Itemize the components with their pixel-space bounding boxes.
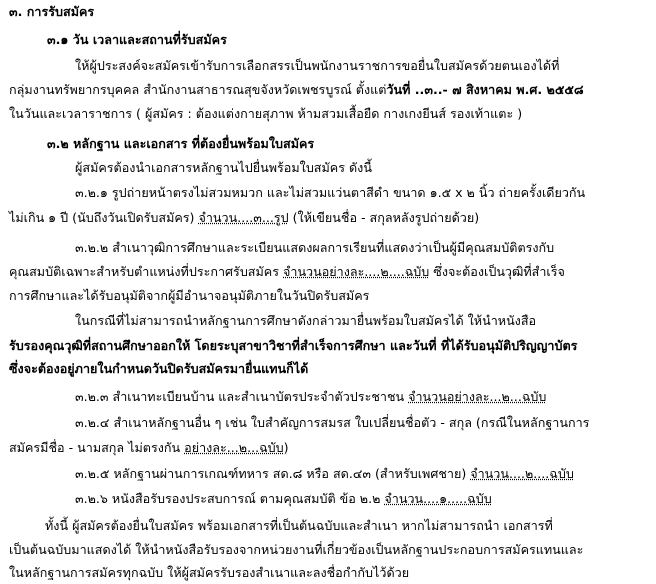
item-count: จำนวนอย่างละ...๒...ฉบับ <box>408 389 547 404</box>
subsection-number: ๓.๑ <box>47 32 69 47</box>
note-line: ในกรณีที่ไม่สามารถนำหลักฐานการศึกษาดังกล่าวมายื่นพร้อมใบสมัครได้ ให้นำหนังสือ <box>75 313 537 328</box>
application-date: วันที่ ..๓..- ๗ สิงหาคม พ.ศ. ๒๕๕๘ <box>386 82 584 97</box>
note-line: ซึ่งจะต้องอยู่ภายในกำหนดวันปิดรับสมัครมายื่นแทนก็ได้ <box>9 361 309 376</box>
list-item-3-2-4-cont <box>9 442 289 455</box>
paragraph-line: ให้ผู้ประสงค์จะสมัครเข้ารับการเลือกสรรเป็นพนักงานราชการขอยื่นใบสมัครด้วยตนเองได้ที่ <box>75 58 560 73</box>
paragraph-line <box>9 84 584 97</box>
subsection-number: ๓.๒ <box>47 136 69 151</box>
list-item-3-2-6 <box>75 493 492 506</box>
item-count: อย่างละ...๒...ฉบับ) <box>184 440 289 455</box>
section-number: ๓. <box>9 4 23 19</box>
closing-line: เป็นต้นฉบับมาแสดงได้ ให้นำหนังสือรับรองจากหน่วยงานที่เกี่ยวข้องเป็นหลักฐานประกอบการสมัครแทนและ <box>9 542 584 557</box>
paragraph-line: ในวันและเวลาราชการ ( ผู้สมัคร : ต้องแต่งกายสุภาพ ห้ามสวมเสื้อยืด กางเกงยีนส์ รองเท้าแตะ ) <box>9 106 523 121</box>
item-text: คุณสมบัติเฉพาะสำหรับตำแหน่งที่ประกาศรับสมัคร <box>9 264 283 279</box>
closing-line: ทั้งนี้ ผู้สมัครต้องยื่นใบสมัคร พร้อมเอกสารที่เป็นต้นฉบับและสำเนา หากไม่สามารถนำ เอกสารที่ <box>45 518 553 533</box>
list-item-3-2-1-cont <box>9 212 479 225</box>
list-item-3-2-3 <box>75 391 546 404</box>
item-text: ไม่เกิน ๑ ปี (นับถึงวันเปิดรับสมัคร) <box>9 210 199 225</box>
item-count: จำนวน....๒....ฉบับ <box>470 466 574 481</box>
item-text: (ให้เขียนชื่อ - สกุลหลังรูปถ่ายด้วย) <box>288 210 480 225</box>
office-text: กลุ่มงานทรัพยากรบุคคล สำนักงานสาธารณสุขจังหวัดเพชรบูรณ์ ตั้งแต่ <box>9 82 387 97</box>
item-text: สมัครมีชื่อ - นามสกุล ไม่ตรงกัน <box>9 440 185 455</box>
list-item-3-2-2-cont <box>9 266 565 279</box>
note-line: รับรองคุณวุฒิที่สถานศึกษาออกให้ โดยระบุสาขาวิชาที่สำเร็จการศึกษา และวันที่ ที่ได้รับอนุมัติปริญญาบัตร <box>9 338 578 353</box>
list-item-3-2-5 <box>75 468 574 481</box>
section-heading <box>9 6 94 19</box>
subsection-3-1-heading <box>47 34 227 47</box>
item-count: จำนวน....๑.....ฉบับ <box>384 491 492 506</box>
list-item-3-2-4: ๓.๒.๔ สำเนาหลักฐานอื่น ๆ เช่น ใบสำคัญการสมรส ใบเปลี่ยนชื่อตัว - สกุล (กรณีในหลักฐานการ <box>75 415 590 430</box>
closing-line: ในหลักฐานการสมัครทุกฉบับ ให้ผู้สมัครรับรองสำเนาและลงชื่อกำกับไว้ด้วย <box>9 565 410 580</box>
item-count: จำนวนอย่างละ....๒....ฉบับ <box>283 264 430 279</box>
subsection-title: หลักฐาน และเอกสาร ที่ต้องยื่นพร้อมใบสมัคร <box>73 136 315 151</box>
list-item-3-2-2-cont: การศึกษาและได้รับอนุมัติจากผู้มีอำนาจอนุมัติภายในวันปิดรับสมัคร <box>9 288 370 303</box>
paragraph-line: ผู้สมัครต้องนำเอกสารหลักฐานไปยื่นพร้อมใบสมัคร ดังนี้ <box>75 160 372 175</box>
item-text: ๓.๒.๓ สำเนาทะเบียนบ้าน และสำเนาบัตรประจำตัวประชาชน <box>75 389 409 404</box>
list-item-3-2-2: ๓.๒.๒ สำเนาวุฒิการศึกษาและระเบียนแสดงผลการเรียนที่แสดงว่าเป็นผู้มีคุณสมบัติตรงกับ <box>75 240 555 255</box>
item-text: ซึ่งจะต้องเป็นวุฒิที่สำเร็จ <box>429 264 565 279</box>
subsection-title: วัน เวลาและสถานที่รับสมัคร <box>72 32 227 47</box>
item-text: ๓.๒.๖ หนังสือรับรองประสบการณ์ ตามคุณสมบัติ ข้อ ๒.๒ <box>75 491 385 506</box>
item-count: จำนวน....๓...รูป <box>198 210 289 225</box>
section-title: การรับสมัคร <box>26 4 95 19</box>
subsection-3-2-heading <box>47 138 314 151</box>
list-item-3-2-1: ๓.๒.๑ รูปถ่ายหน้าตรงไม่สวมหมวก และไม่สวมแว่นตาสีดำ ขนาด ๑.๕ x ๒ นิ้ว ถ่ายครั้งเดียวกัน <box>75 185 586 200</box>
item-text: ๓.๒.๕ หลักฐานผ่านการเกณฑ์ทหาร สด.๘ หรือ สด.๔๓ (สำหรับเพศชาย) <box>75 466 471 481</box>
